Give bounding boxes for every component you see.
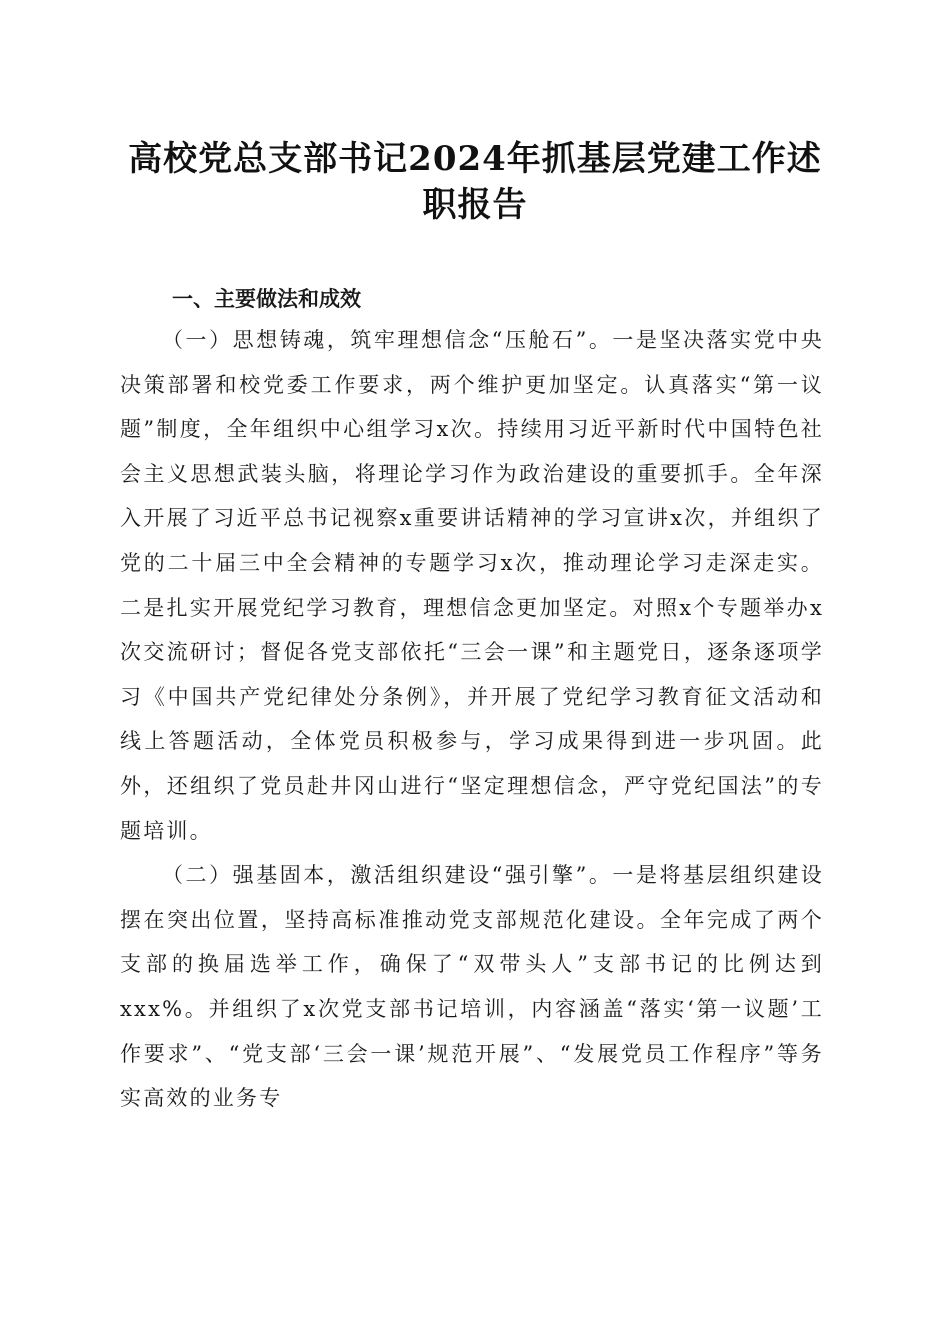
document-body	[120, 280, 824, 1121]
section-heading: 一、主要做法和成效	[172, 287, 361, 311]
paragraph-ideology: （一）思想铸魂，筑牢理想信念“压舱石”。一是坚决落实党中央决策部署和校党委工作要求，两个维护更加坚定。认真落实“第一议题”制度，全年组织中心组学习x次。持续用习近平新时代中国特色社会主义思想武装头脑，将理论学习作为政治建设的重要抓手。全年深入开展了习近平总书记视察x重要讲话精神的学习宣讲x次，并组织了党的二十届三中全会精神的专题学习x次，推动理论学习走深走实。二是扎实开展党纪学习教育，理想信念更加坚定。对照x个专题举办x次交流研讨；督促各党支部依托“三会一课”和主题党日，逐条逐项学习《中国共产党纪律处分条例》，并开展了党纪学习教育征文活动和线上答题活动，全体党员积极参与，学习成果得到进一步巩固。此外，还组织了党员赴井冈山进行“坚定理想信念，严守党纪国法”的专题培训。	[120, 328, 824, 843]
paragraph-organization: （二）强基固本，激活组织建设“强引擎”。一是将基层组织建设摆在突出位置，坚持高标准推动党支部规范化建设。全年完成了两个支部的换届选举工作，确保了“双带头人”支部书记的比例达到xxx%。并组织了x次党支部书记培训，内容涵盖“落实‘第一议题’工作要求”、“党支部‘三会一课’规范开展”、“发展党员工作程序”等务实高效的业务专	[120, 863, 824, 1111]
document-title: 高校党总支部书记2024年抓基层党建工作述职报告	[128, 139, 822, 225]
